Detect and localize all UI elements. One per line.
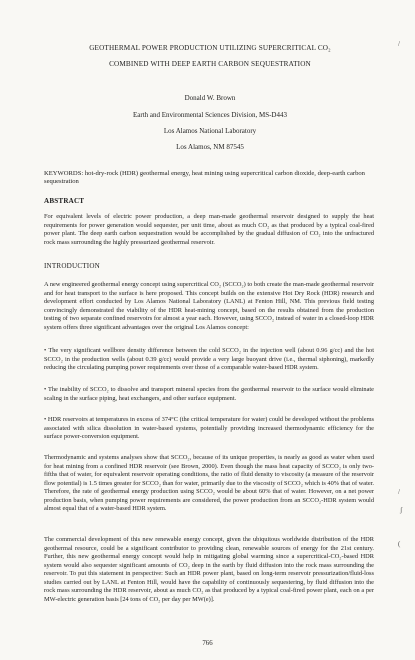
page-number: 766 xyxy=(202,640,213,647)
affiliation-division: Earth and Environmental Sciences Division, MS-D443 xyxy=(133,111,287,119)
bullet-mineral-dissolution: • The inability of SCCO₂ to dissolve and transport mineral species from the geothermal reservoir to the surface would eliminate scaling in the surface piping, heat exchangers, and other surface equipment. xyxy=(44,386,374,402)
paragraph-thermodynamic-analysis: Thermodynamic and systems analyses show that SCCO₂, because of its unique properties, is nearly as good as water when used for heat mining from a confined HDR reservoir (see Brown, 2000). Even though the mass heat capacity of SCCO₂ is only two-fifths that of water, for equivalent reservoir operating conditions, the ratio of fluid density to viscosity (a measure of the reservoir flow potential) is 1.5 times greater for SCCO₂ than for water, primarily due to the viscosity of SCCO₂ which is 40% that of water. Therefore, the rate of geothermal energy production using SCCO₂ would be about 60% that of water. However, on a net power production basis, when pumping power requirements are considered, the power production from an SCCO₂-HDR system would almost equal that of a water-based HDR system. xyxy=(44,454,374,512)
bullet-high-temperature: • HDR reservoirs at temperatures in excess of 374°C (the critical temperature for water) could be developed without the problems associated with silica dissolution in water-based systems, potentially providing increased thermodynamic efficiency for the surface power-conversion equipment. xyxy=(44,416,374,440)
title-line-1: GEOTHERMAL POWER PRODUCTION UTILIZING SUPERCRITICAL CO₂ xyxy=(89,44,331,52)
margin-mark-bottom: ( xyxy=(398,540,401,548)
title-line-2: COMBINED WITH DEEP EARTH CARBON SEQUESTRATION xyxy=(109,60,311,68)
abstract-text: For equivalent levels of electric power production, a deep man-made geothermal reservoir designed to supply the heat requirements for power generation would sequester, per unit time, about as much CO₂ as that produced by a typical coal-fired power plant. The deep earth carbon sequestration would be accomplished by the gradual diffusion of CO₂ into the unfractured rock mass surrounding the highly pressurized geothermal reservoir. xyxy=(44,213,374,246)
margin-mark-lower: ʃ xyxy=(400,506,403,514)
affiliation-lab: Los Alamos National Laboratory xyxy=(163,127,257,135)
margin-mark-middle: / xyxy=(398,488,400,496)
abstract-heading: ABSTRACT xyxy=(44,197,85,205)
bullet-density-difference: • The very significant wellbore density difference between the cold SCCO₂ in the injection well (about 0.96 g/cc) and the hot SCCO₂ in the production wells (about 0.39 g/cc) would provide a very large buoyant drive (i.e., thermal siphoning), markedly reducing the circulating pumping power requirements over those of a comparable water-based HDR system. xyxy=(44,347,374,371)
keywords: KEYWORDS: hot-dry-rock (HDR) geothermal energy, heat mining using supercritical carbon dioxide, deep-earth carbon sequestration xyxy=(44,170,365,186)
paragraph-commercial-development: The commercial development of this new renewable energy concept, given the ubiquitous worldwide distribution of the HDR geothermal resource, could be a significant contributor to providing clean, renewable sources of energy for the 21st century. Further, this new geothermal energy concept would help in mitigating global warming since a supercritical-CO₂-based HDR system would also sequester significant amounts of CO₂ deep in the earth by fluid diffusion into the rock mass surrounding the reservoir. To put this statement in perspective: Such an HDR power plant, based on long-term reservoir pressurization/fluid-loss studies carried out by LANL at Fenton Hill, would have the capability of continuously sequestering, by fluid diffusion into the rock mass surrounding the HDR reservoir, about as much CO₂ as that produced by a typical coal-fired power plant, each on a per MW-electric generation basis [24 tons of CO₂ per day per MW(e)]. xyxy=(44,536,374,603)
affiliation-address: Los Alamos, NM 87545 xyxy=(176,143,244,151)
introduction-text: A new engineered geothermal energy concept using supercritical CO₂ (SCCO₂) to both create the man-made geothermal reservoir and for heat transport to the surface is here proposed. This concept builds on the extensive Hot Dry Rock (HDR) research and development effort conducted by Los Alamos National Laboratory (LANL) at Fenton Hill, NM. This previous field testing convincingly demonstrated the viability of the HDR heat-mining concept, based on the results obtained from the production testing of two separate confined reservoirs for almost a year each. However, using SCCO₂ instead of water in a closed-loop HDR system offers three significant advantages over the original Los Alamos concept: xyxy=(44,281,374,331)
margin-mark-top: / xyxy=(398,40,400,48)
introduction-heading: INTRODUCTION xyxy=(44,262,100,270)
author-name: Donald W. Brown xyxy=(184,94,236,102)
